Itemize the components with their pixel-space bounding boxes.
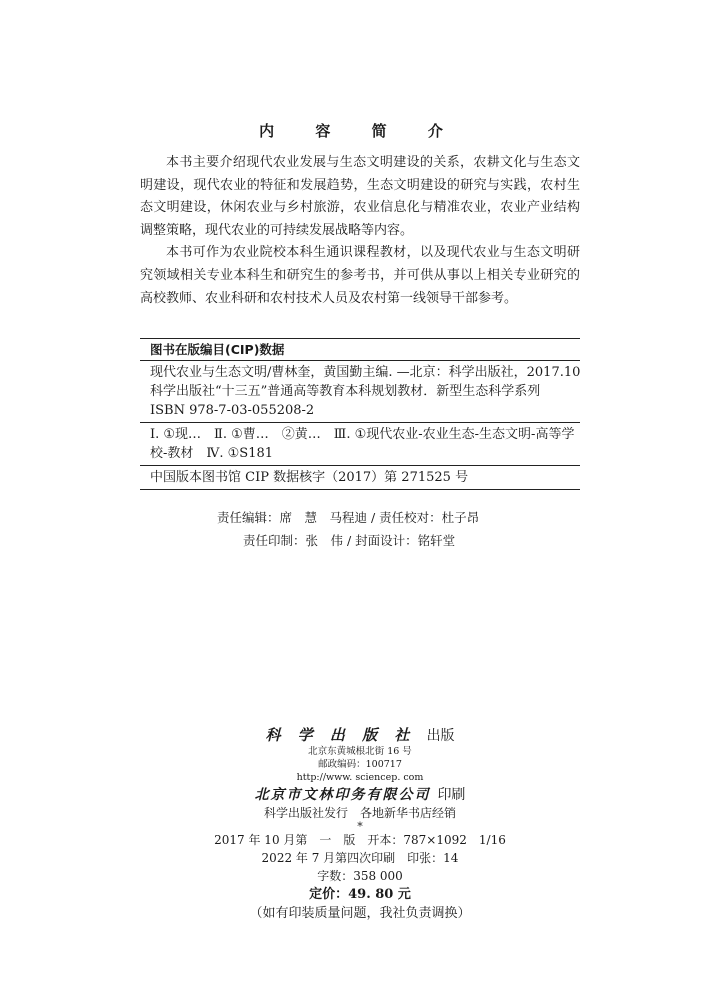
- summary-section: [140, 152, 580, 310]
- page-title: 内 容 简 介: [259, 122, 461, 140]
- publisher-line: [0, 724, 720, 745]
- production-credits: 责任印制：张 伟 / 封面设计：铭轩堂: [243, 533, 456, 548]
- cip-series-line: 科学出版社“十三五”普通高等教育本科规划教材．新型生态科学系列: [150, 384, 541, 399]
- publisher-name: 科 学 出 版 社: [265, 726, 416, 744]
- publication-info: [0, 724, 720, 923]
- edition-line-2: 2022 年 7 月第四次印刷 印张：14: [261, 851, 459, 865]
- publisher-postcode: 邮政编码：100717: [318, 759, 402, 770]
- credits-section: [0, 506, 720, 552]
- cip-title-line: 现代农业与生态文明/曹林奎，黄国勤主编. —北京：科学出版社，2017.10: [150, 365, 581, 380]
- word-count: 字数：358 000: [317, 869, 403, 883]
- cip-heading: 图书在版编目(CIP)数据: [140, 339, 580, 361]
- summary-paragraph-1: 本书主要介绍现代农业发展与生态文明建设的关系，农耕文化与生态文明建设，现代农业的特征和发展趋势，生态文明建设的研究与实践，农村生态文明建设，休闲农业与乡村旅游，农业信息化与精准农业，农业产业结构调整策略，现代农业的可持续发展战略等内容。: [140, 155, 580, 238]
- printer-line: [0, 784, 720, 804]
- cip-record-number: 中国版本图书馆 CIP 数据核字（2017）第 271525 号: [150, 470, 469, 485]
- quality-note: （如有印装质量问题，我社负责调换）: [249, 906, 471, 921]
- price: 定价：49. 80 元: [309, 887, 411, 902]
- cip-bibliographic-block: [140, 361, 580, 423]
- summary-paragraph-2: 本书可作为农业院校本科生通识课程教材，以及现代农业与生态文明研究领域相关专业本科生和研究生的参考书，并可供从事以上相关专业研究的高校教师、农业科研和农村技术人员及农村第一线领导干部参考。: [140, 245, 580, 306]
- distribution-line: 科学出版社发行 各地新华书店经销: [263, 806, 456, 820]
- cip-data-box: [140, 338, 580, 490]
- publisher-address: 北京东黄城根北街 16 号: [308, 746, 412, 757]
- printer-suffix: 印刷: [437, 787, 466, 803]
- cip-classification: Ⅰ. ①现… Ⅱ. ①曹… ②黄… Ⅲ. ①现代农业-农业生态-生态文明-高等学校-教材 Ⅳ. ①S181: [150, 427, 575, 461]
- separator-star: *: [357, 820, 363, 833]
- cip-record-block: [140, 466, 580, 490]
- cip-isbn-line: ISBN 978-7-03-055208-2: [150, 403, 315, 418]
- printer-name: 北京市文林印务有限公司: [254, 787, 431, 803]
- publisher-website: http://www. sciencep. com: [296, 772, 424, 783]
- cip-classification-block: [140, 423, 580, 466]
- publisher-suffix: 出版: [426, 728, 455, 744]
- edition-line-1: 2017 年 10 月第 一 版 开本：787×1092 1/16: [214, 833, 506, 847]
- editor-credits: 责任编辑：席 慧 马程迪 / 责任校对：杜子昂: [217, 510, 480, 525]
